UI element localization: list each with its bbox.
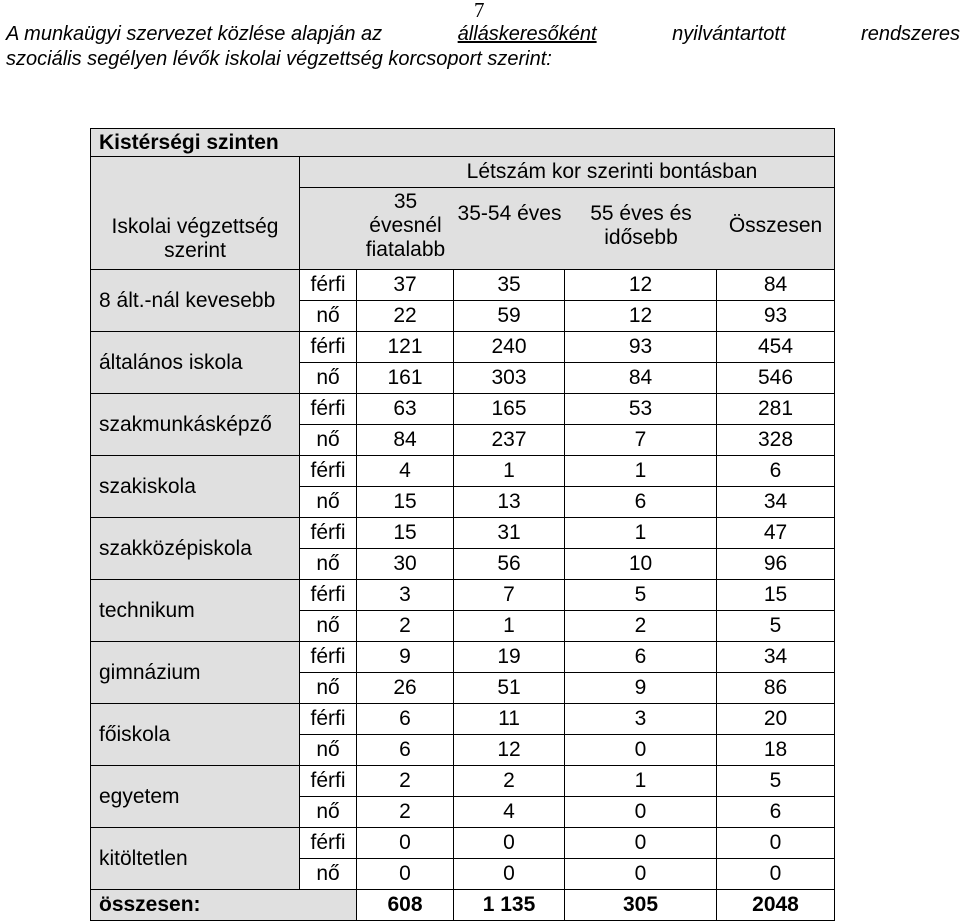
table-cell: 6	[717, 456, 834, 486]
table-cell: 7	[454, 580, 565, 610]
intro-text-1: A munkaügyi szervezet közlése alapján az	[6, 23, 383, 45]
table-row	[300, 796, 834, 827]
table-cell: 63	[357, 394, 454, 424]
table-cell: 237	[454, 425, 565, 455]
total-row	[91, 890, 834, 920]
table-cell: 0	[454, 859, 565, 889]
education-label: gimnázium	[91, 642, 300, 703]
table-cell: 12	[454, 735, 565, 765]
table-cell: 4	[454, 797, 565, 827]
total-cell: 608	[357, 890, 454, 920]
table-row-group	[91, 580, 834, 642]
table-cell: 2	[357, 611, 454, 641]
intro-text-3: nyilvántartott	[672, 23, 786, 45]
table-row-group	[91, 332, 834, 394]
table-cell: 10	[565, 549, 717, 579]
total-cell: 2048	[717, 890, 834, 920]
education-label: szakközépiskola	[91, 518, 300, 579]
table-cell: 12	[565, 301, 717, 331]
table-cell: 0	[565, 797, 717, 827]
table-row	[300, 734, 834, 765]
table-cell: 53	[565, 394, 717, 424]
table-cell: 0	[357, 859, 454, 889]
table-cell: 0	[717, 859, 834, 889]
table-row	[300, 394, 834, 424]
total-label: összesen:	[99, 893, 201, 916]
table-cell: 3	[565, 704, 717, 734]
table-cell: 34	[717, 487, 834, 517]
table-cell: 1	[565, 766, 717, 796]
table-row	[300, 362, 834, 393]
intro-text-5: szociális segélyen lévők iskolai végzettség korcsoport szerint:	[6, 48, 552, 70]
table-cell: 84	[357, 425, 454, 455]
table-cell: 454	[717, 332, 834, 362]
table-cell: 5	[565, 580, 717, 610]
table-cell: 86	[717, 673, 834, 703]
table-row	[300, 828, 834, 858]
table-cell: 2	[357, 797, 454, 827]
sex-label: férfi	[300, 766, 357, 796]
table-row	[300, 548, 834, 579]
sex-label: férfi	[300, 270, 357, 300]
table-cell: 59	[454, 301, 565, 331]
table-cell: 12	[565, 270, 717, 300]
table-cell: 240	[454, 332, 565, 362]
table-cell: 328	[717, 425, 834, 455]
table-cell: 6	[565, 487, 717, 517]
sex-label: nő	[300, 735, 357, 765]
table-row-group	[91, 828, 834, 890]
column-header: 55 éves és idősebb	[590, 202, 692, 249]
sex-label: férfi	[300, 518, 357, 548]
table-cell: 20	[717, 704, 834, 734]
table-cell: 281	[717, 394, 834, 424]
table-cell: 5	[717, 766, 834, 796]
table-cell: 19	[454, 642, 565, 672]
table-row	[300, 672, 834, 703]
education-label: főiskola	[91, 704, 300, 765]
table-cell: 34	[717, 642, 834, 672]
total-cell: 1 135	[454, 890, 565, 920]
education-label: szakiskola	[91, 456, 300, 517]
table-cell: 546	[717, 363, 834, 393]
table-row	[300, 858, 834, 889]
table-row-group	[91, 704, 834, 766]
table-cell: 15	[357, 487, 454, 517]
sex-label: férfi	[300, 332, 357, 362]
table-row	[300, 704, 834, 734]
intro-text-4: rendszeres	[861, 23, 960, 45]
table-row-group	[91, 456, 834, 518]
table-cell: 35	[454, 270, 565, 300]
table-row	[300, 300, 834, 331]
table-cell: 3	[357, 580, 454, 610]
table-cell: 2	[357, 766, 454, 796]
intro-text-2: álláskeresőként	[457, 23, 597, 45]
page-number: 7	[474, 0, 485, 22]
table-cell: 1	[454, 611, 565, 641]
table-cell: 9	[565, 673, 717, 703]
table-cell: 0	[565, 735, 717, 765]
table-cell: 84	[717, 270, 834, 300]
table-row	[300, 332, 834, 362]
table-cell: 4	[357, 456, 454, 486]
sex-label: nő	[300, 425, 357, 455]
table-cell: 22	[357, 301, 454, 331]
table-row	[300, 580, 834, 610]
sex-label: nő	[300, 611, 357, 641]
sex-label: férfi	[300, 828, 357, 858]
sex-label: nő	[300, 487, 357, 517]
table-cell: 6	[717, 797, 834, 827]
sex-label: nő	[300, 859, 357, 889]
education-label: általános iskola	[91, 332, 300, 393]
sex-label: férfi	[300, 394, 357, 424]
sex-label: nő	[300, 363, 357, 393]
sex-label: férfi	[300, 704, 357, 734]
education-label: 8 ált.-nál kevesebb	[91, 270, 300, 331]
table-cell: 2	[565, 611, 717, 641]
table-cell: 1	[454, 456, 565, 486]
intro-paragraph	[6, 22, 960, 72]
table-cell: 18	[717, 735, 834, 765]
table-cell: 93	[565, 332, 717, 362]
table-cell: 5	[717, 611, 834, 641]
table-cell: 15	[717, 580, 834, 610]
column-header: 35-54 éves	[457, 202, 562, 225]
table-cell: 7	[565, 425, 717, 455]
table-cell: 0	[454, 828, 565, 858]
table-cell: 56	[454, 549, 565, 579]
group-header: Létszám kor szerinti bontásban	[300, 157, 834, 188]
education-label: technikum	[91, 580, 300, 641]
sex-label: férfi	[300, 580, 357, 610]
sex-label: férfi	[300, 456, 357, 486]
sex-label: férfi	[300, 642, 357, 672]
table-cell: 0	[357, 828, 454, 858]
table-cell: 1	[565, 456, 717, 486]
table-row	[300, 610, 834, 641]
table-cell: 26	[357, 673, 454, 703]
table-cell: 84	[565, 363, 717, 393]
sex-label: nő	[300, 549, 357, 579]
table-row	[300, 424, 834, 455]
table-title: Kistérségi szinten	[91, 129, 834, 157]
column-header: 35 évesnél fiatalabb	[365, 190, 446, 261]
sex-label: nő	[300, 797, 357, 827]
table-row	[300, 456, 834, 486]
table-cell: 15	[357, 518, 454, 548]
table-cell: 9	[357, 642, 454, 672]
table-cell: 1	[565, 518, 717, 548]
table-row	[300, 518, 834, 548]
table-cell: 0	[717, 828, 834, 858]
table-cell: 31	[454, 518, 565, 548]
table-cell: 121	[357, 332, 454, 362]
table-cell: 30	[357, 549, 454, 579]
table-header	[91, 157, 834, 270]
table-cell: 165	[454, 394, 565, 424]
table-row	[300, 270, 834, 300]
table-cell: 6	[565, 642, 717, 672]
table-row-group	[91, 394, 834, 456]
sex-label: nő	[300, 673, 357, 703]
statistics-table	[90, 128, 835, 921]
table-cell: 161	[357, 363, 454, 393]
education-label: kitöltetlen	[91, 828, 300, 889]
column-header: Összesen	[728, 214, 823, 237]
table-cell: 6	[357, 735, 454, 765]
table-row	[300, 766, 834, 796]
table-row	[300, 642, 834, 672]
sex-label: nő	[300, 301, 357, 331]
row-header: Iskolai végzettség szerint	[91, 157, 300, 269]
table-cell: 51	[454, 673, 565, 703]
table-cell: 93	[717, 301, 834, 331]
table-cell: 37	[357, 270, 454, 300]
education-label: egyetem	[91, 766, 300, 827]
education-label: szakmunkásképző	[91, 394, 300, 455]
table-cell: 96	[717, 549, 834, 579]
table-cell: 47	[717, 518, 834, 548]
table-row-group	[91, 766, 834, 828]
table-cell: 11	[454, 704, 565, 734]
table-row-group	[91, 642, 834, 704]
table-row-group	[91, 518, 834, 580]
table-cell: 6	[357, 704, 454, 734]
table-cell: 0	[565, 859, 717, 889]
total-cell: 305	[565, 890, 717, 920]
table-cell: 0	[565, 828, 717, 858]
table-row-group	[91, 270, 834, 332]
table-cell: 2	[454, 766, 565, 796]
table-cell: 13	[454, 487, 565, 517]
table-cell: 303	[454, 363, 565, 393]
table-row	[300, 486, 834, 517]
